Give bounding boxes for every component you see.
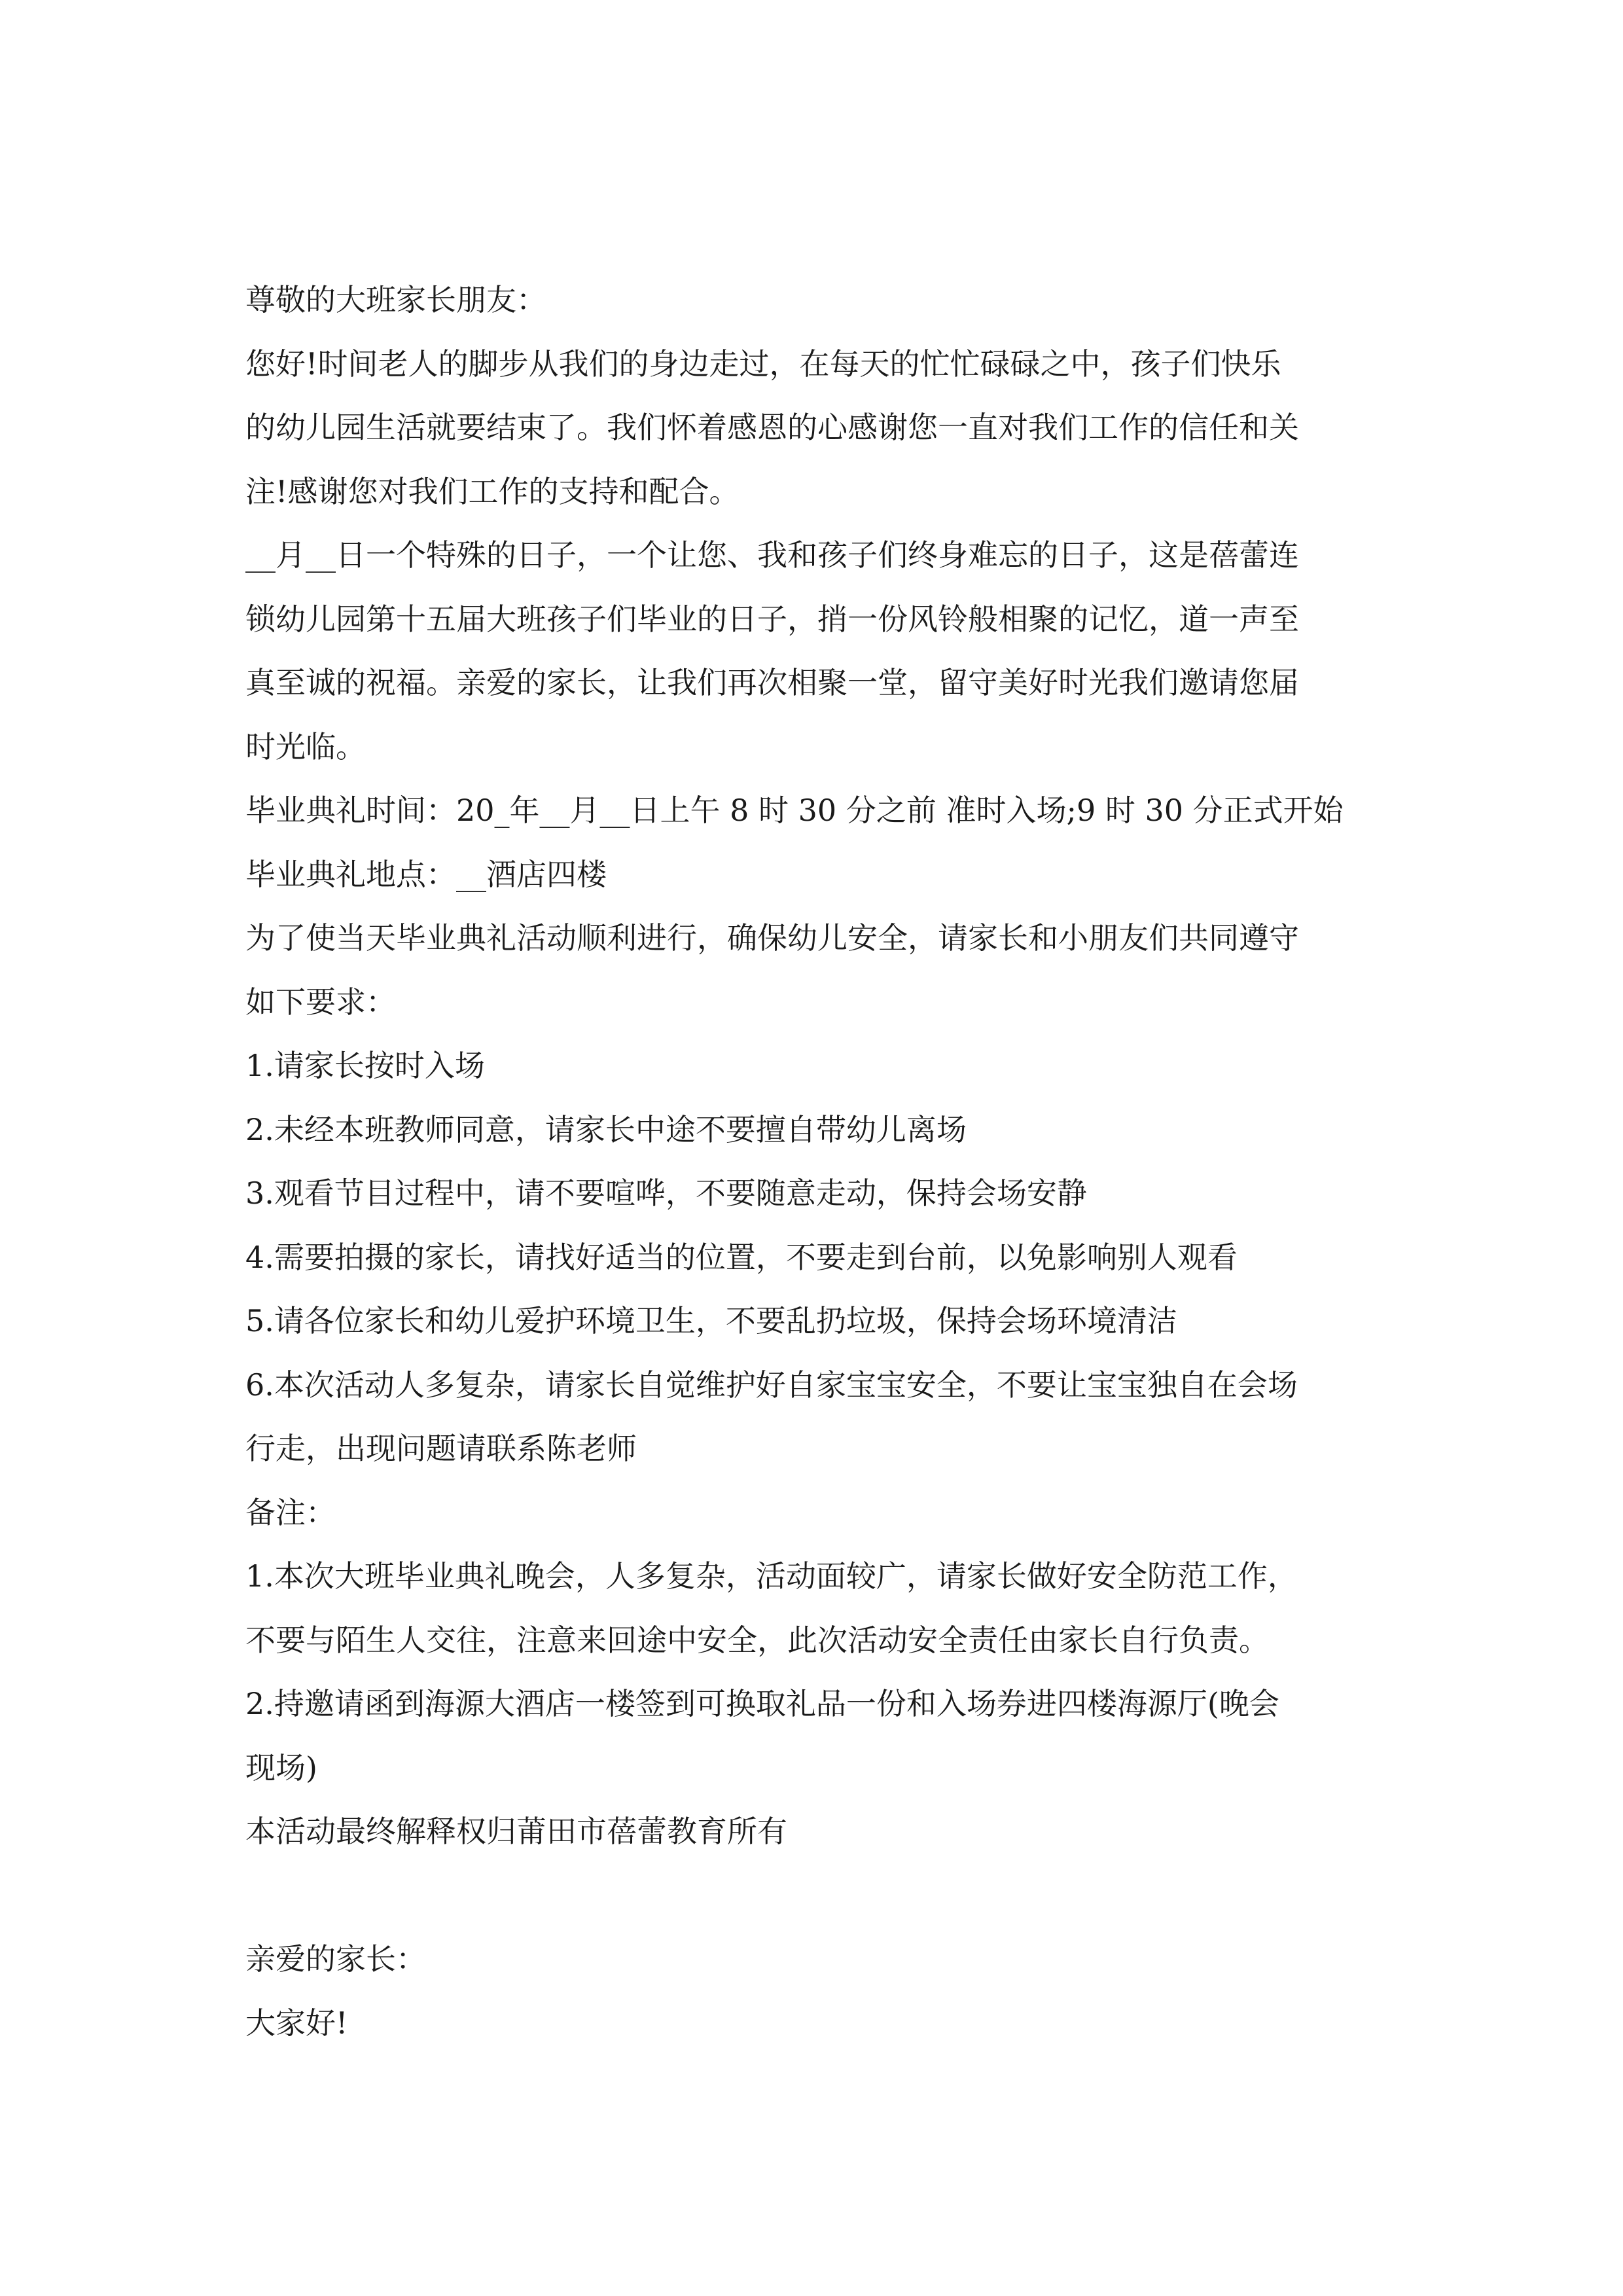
rule-item: 5.请各位家长和幼儿爱护环境卫生，不要乱扔垃圾，保持会场环境清洁 <box>245 1303 1177 1338</box>
note-item: 不要与陌生人交往，注意来回途中安全，此次活动安全责任由家长自行负责。 <box>245 1622 1269 1658</box>
second-salutation: 亲爱的家长： <box>245 1941 426 1977</box>
rule-item: 行走，出现问题请联系陈老师 <box>245 1431 637 1466</box>
salutation: 尊敬的大班家长朋友： <box>245 282 546 317</box>
rule-item: 3.观看节目过程中，请不要喧哗，不要随意走动，保持会场安静 <box>245 1175 1087 1211</box>
note-item: 现场) <box>245 1749 317 1785</box>
rule-item: 4.需要拍摄的家长，请找好适当的位置，不要走到台前，以免影响别人观看 <box>245 1239 1238 1275</box>
invitation-line: 真至诚的祝福。亲爱的家长，让我们再次相聚一堂，留守美好时光我们邀请您届 <box>245 665 1299 700</box>
ceremony-place: 毕业典礼地点：__酒店四楼 <box>245 856 607 892</box>
invitation-line: 锁幼儿园第十五届大班孩子们毕业的日子，捎一份风铃般相聚的记忆，道一声至 <box>245 601 1299 637</box>
intro-line: 注!感谢您对我们工作的支持和配合。 <box>245 473 740 509</box>
intro-line: 您好!时间老人的脚步从我们的身边走过，在每天的忙忙碌碌之中，孩子们快乐 <box>245 346 1281 382</box>
disclaimer: 本活动最终解释权归莆田市蓓蕾教育所有 <box>245 1814 787 1849</box>
note-item: 2.持邀请函到海源大酒店一楼签到可换取礼品一份和入场券进四楼海源厅(晚会 <box>245 1686 1279 1721</box>
requirements-intro-line: 为了使当天毕业典礼活动顺利进行，确保幼儿安全，请家长和小朋友们共同遵守 <box>245 920 1299 956</box>
intro-line: 的幼儿园生活就要结束了。我们怀着感恩的心感谢您一直对我们工作的信任和关 <box>245 410 1299 445</box>
rule-item: 6.本次活动人多复杂，请家长自觉维护好自家宝宝安全，不要让宝宝独自在会场 <box>245 1367 1298 1403</box>
ceremony-time: 毕业典礼时间：20_年__月__日上午 8 时 30 分之前 准时入场;9 时 30 分正式开始 <box>245 793 1344 828</box>
letter-body <box>245 268 1384 2055</box>
second-greeting: 大家好! <box>245 2005 348 2041</box>
rule-item: 2.未经本班教师同意，请家长中途不要擅自带幼儿离场 <box>245 1111 967 1147</box>
invitation-line: __月__日一个特殊的日子，一个让您、我和孩子们终身难忘的日子，这是蓓蕾连 <box>245 537 1299 573</box>
paragraph-spacer <box>245 1864 1384 1928</box>
rule-item: 1.请家长按时入场 <box>245 1048 485 1083</box>
requirements-intro-line: 如下要求： <box>245 984 396 1020</box>
note-item: 1.本次大班毕业典礼晚会，人多复杂，活动面较广，请家长做好安全防范工作， <box>245 1558 1298 1594</box>
invitation-line: 时光临。 <box>245 728 366 764</box>
notes-heading: 备注： <box>245 1494 336 1530</box>
